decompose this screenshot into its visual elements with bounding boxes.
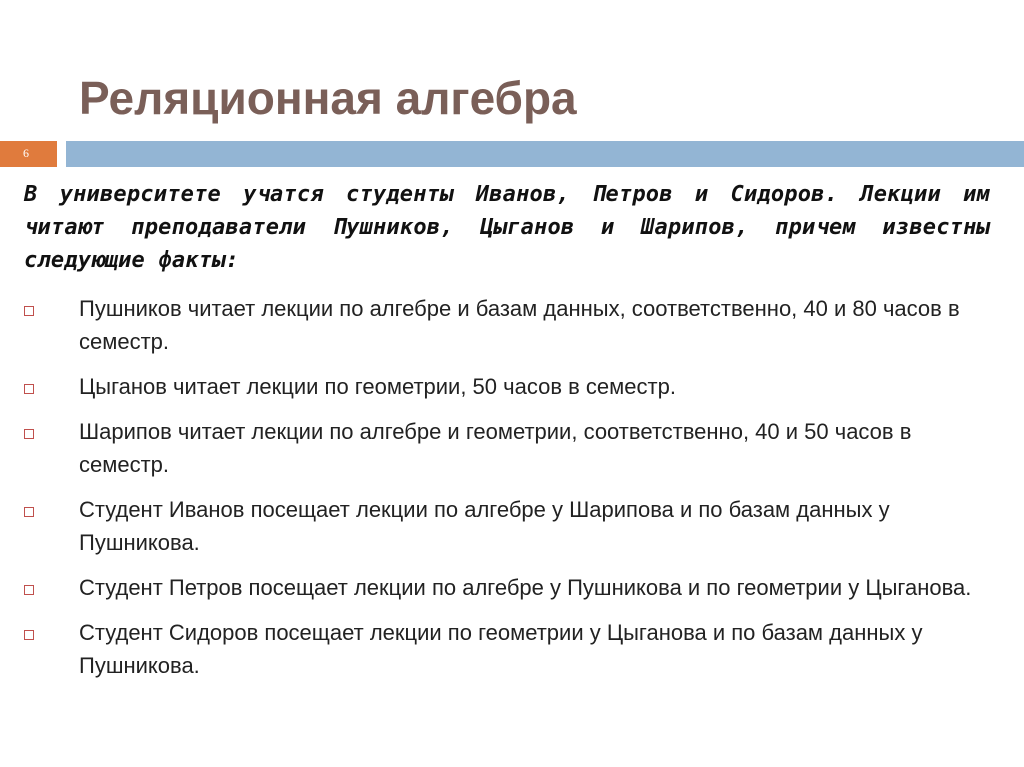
bullet-text: Студент Сидоров посещает лекции по геометрии у Цыганова и по базам данных у Пушникова. <box>79 620 923 678</box>
bullet-text: Шарипов читает лекции по алгебре и геометрии, соответственно, 40 и 50 часов в семестр. <box>79 419 912 477</box>
square-bullet-icon <box>24 630 34 640</box>
square-bullet-icon <box>24 306 34 316</box>
bullet-item <box>24 493 994 559</box>
slide-number: 6 <box>23 146 29 160</box>
bullet-text: Студент Иванов посещает лекции по алгебре у Шарипова и по базам данных у Пушникова. <box>79 497 890 555</box>
bullet-item <box>24 370 994 403</box>
slide-number-badge <box>0 141 57 167</box>
bullet-item <box>24 292 994 358</box>
square-bullet-icon <box>24 429 34 439</box>
bullet-item <box>24 415 994 481</box>
square-bullet-icon <box>24 384 34 394</box>
bullet-item <box>24 571 994 604</box>
slide-title: Реляционная алгебра <box>79 72 577 124</box>
bullet-text: Пушников читает лекции по алгебре и базам данных, соответственно, 40 и 80 часов в семестр. <box>79 296 960 354</box>
bullet-text: Студент Петров посещает лекции по алгебре у Пушникова и по геометрии у Цыганова. <box>79 575 972 600</box>
bullet-list <box>24 292 994 694</box>
title-divider-bar <box>66 141 1024 167</box>
intro-paragraph: В университете учатся студенты Иванов, Петров и Сидоров. Лекции им читают преподаватели Пушников, Цыганов и Шарипов, причем известны следующие факты: <box>24 182 990 273</box>
bullet-text: Цыганов читает лекции по геометрии, 50 часов в семестр. <box>79 374 676 399</box>
square-bullet-icon <box>24 507 34 517</box>
bullet-item <box>24 616 994 682</box>
square-bullet-icon <box>24 585 34 595</box>
